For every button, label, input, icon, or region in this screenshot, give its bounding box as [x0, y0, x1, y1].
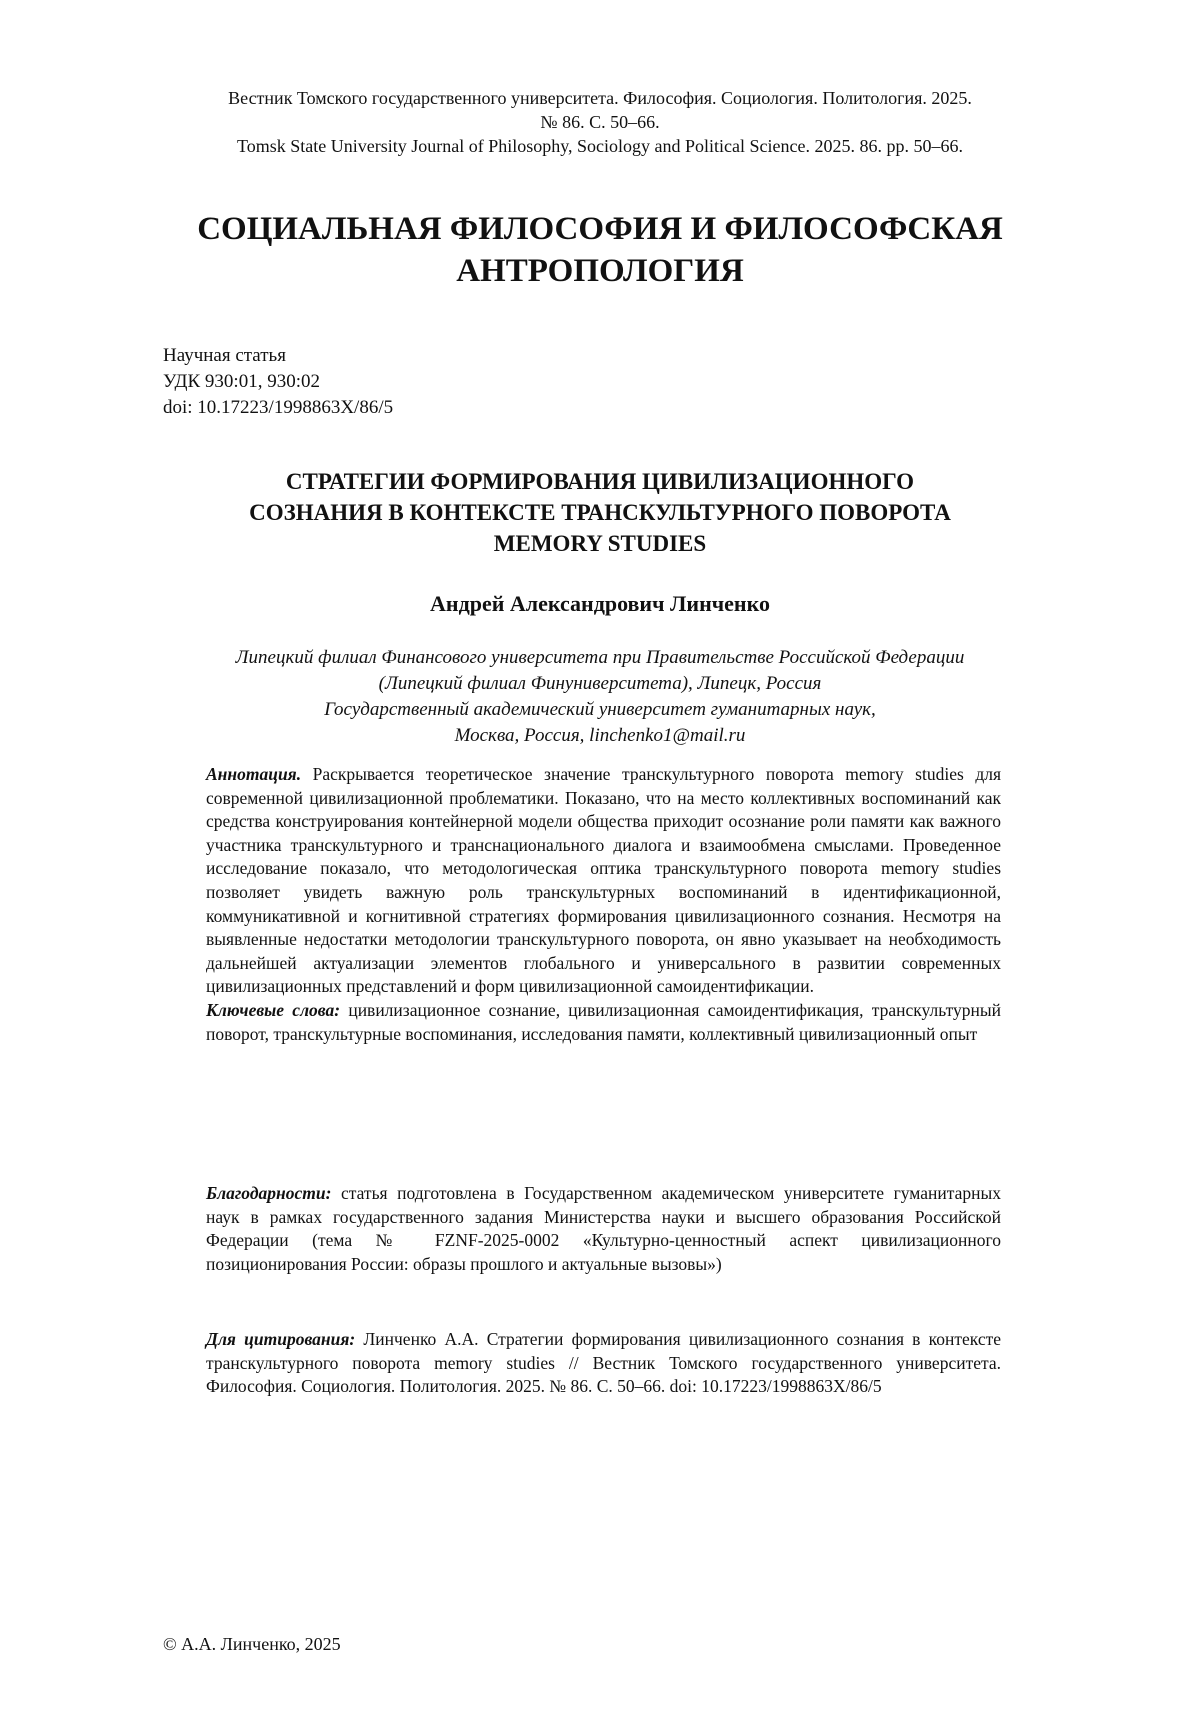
article-type: Научная статья: [163, 345, 286, 366]
journal-ru-line2: № 86. С. 50–66.: [540, 112, 660, 132]
author-affiliation: [120, 645, 1080, 749]
keywords-paragraph: [206, 999, 1001, 1046]
journal-en-line: Tomsk State University Journal of Philosophy, Sociology and Political Science. 2025. 86. pp. 50–66.: [236, 136, 963, 156]
article-title: [120, 466, 1080, 559]
abstract-text: Раскрывается теоретическое значение транскультурного поворота memory studies для современной цивилизационной проблематики. Показано, что на место коллективных воспоминаний как средства конструирования контейнерной модели общества приходит осознание роли памяти как важного участника транскультурного и транснационального диалога и взаимообмена смыслами. Проведенное исследование показало, что методологическая оптика транскультурного поворота memory studies позволяет увидеть важную роль транскультурных воспоминаний в идентификационной, коммуникативной и когнитивной стратегиях формирования цивилизационного сознания. Несмотря на выявленные недостатки методологии транскультурного поворота, он явно указывает на необходимость дальнейшей актуализации элементов глобального и универсального в развитии современных цивилизационных представлений и форм цивилизационной самоидентификации.: [206, 764, 1001, 997]
udc-code: УДК 930:01, 930:02: [163, 371, 320, 392]
abstract-block: [206, 763, 1001, 1046]
abstract-paragraph: [206, 763, 1001, 999]
journal-header: [140, 86, 1060, 158]
doi: doi: 10.17223/1998863Х/86/5: [163, 397, 394, 418]
acknowledgements-label: Благодарности:: [206, 1183, 332, 1203]
copyright-notice: © А.А. Линченко, 2025: [163, 1634, 341, 1654]
article-title-line3: MEMORY STUDIES: [493, 531, 707, 556]
section-title: [120, 208, 1080, 292]
article-meta: [163, 343, 763, 421]
abstract-label: Аннотация.: [206, 764, 302, 784]
citation-block: [206, 1328, 1001, 1399]
article-title-line1: СТРАТЕГИИ ФОРМИРОВАНИЯ ЦИВИЛИЗАЦИОННОГО: [285, 469, 915, 494]
journal-ru-line1: Вестник Томского государственного университета. Философия. Социология. Политология. 2025.: [228, 88, 972, 108]
article-title-line2: СОЗНАНИЯ В КОНТЕКСТЕ ТРАНСКУЛЬТУРНОГО ПОВОРОТА: [249, 500, 951, 525]
affiliation-line1: Липецкий филиал Финансового университета при Правительстве Российской Федерации: [235, 647, 965, 668]
citation-label: Для цитирования:: [206, 1329, 356, 1349]
acknowledgements-block: [206, 1182, 1001, 1276]
affiliation-line4: Москва, Россия, linchenko1@mail.ru: [454, 725, 746, 746]
acknowledgements-text: статья подготовлена в Государственном академическом университете гуманитарных наук в рамках государственного задания Министерства науки и высшего образования Российской Федерации (тема № FZNF-2025-0002 «Культурно-ценностный аспект цивилизационного позиционирования России: образы прошлого и актуальные вызовы»): [206, 1183, 1001, 1274]
section-title-line1: СОЦИАЛЬНАЯ ФИЛОСОФИЯ И ФИЛОСОФСКАЯ: [197, 211, 1003, 247]
citation-text: Линченко А.А. Стратегии формирования цивилизационного сознания в контексте транскультурного поворота memory studies // Вестник Томского государственного университета. Философия. Социология. Политология. 2025. № 86. С. 50–66. doi: 10.17223/1998863Х/86/5: [206, 1329, 1002, 1397]
keywords-text: цивилизационное сознание, цивилизационная самоидентификация, транскультурный поворот, транскультурные воспоминания, исследования памяти, коллективный цивилизационный опыт: [206, 999, 1001, 1044]
author-name: Андрей Александрович Линченко: [430, 591, 770, 616]
keywords-label: Ключевые слова:: [206, 999, 341, 1020]
section-title-line2: АНТРОПОЛОГИЯ: [456, 253, 744, 289]
affiliation-line3: Государственный академический университет гуманитарных наук,: [324, 699, 876, 720]
affiliation-line2: (Липецкий филиал Финуниверситета), Липецк, Россия: [378, 673, 822, 694]
